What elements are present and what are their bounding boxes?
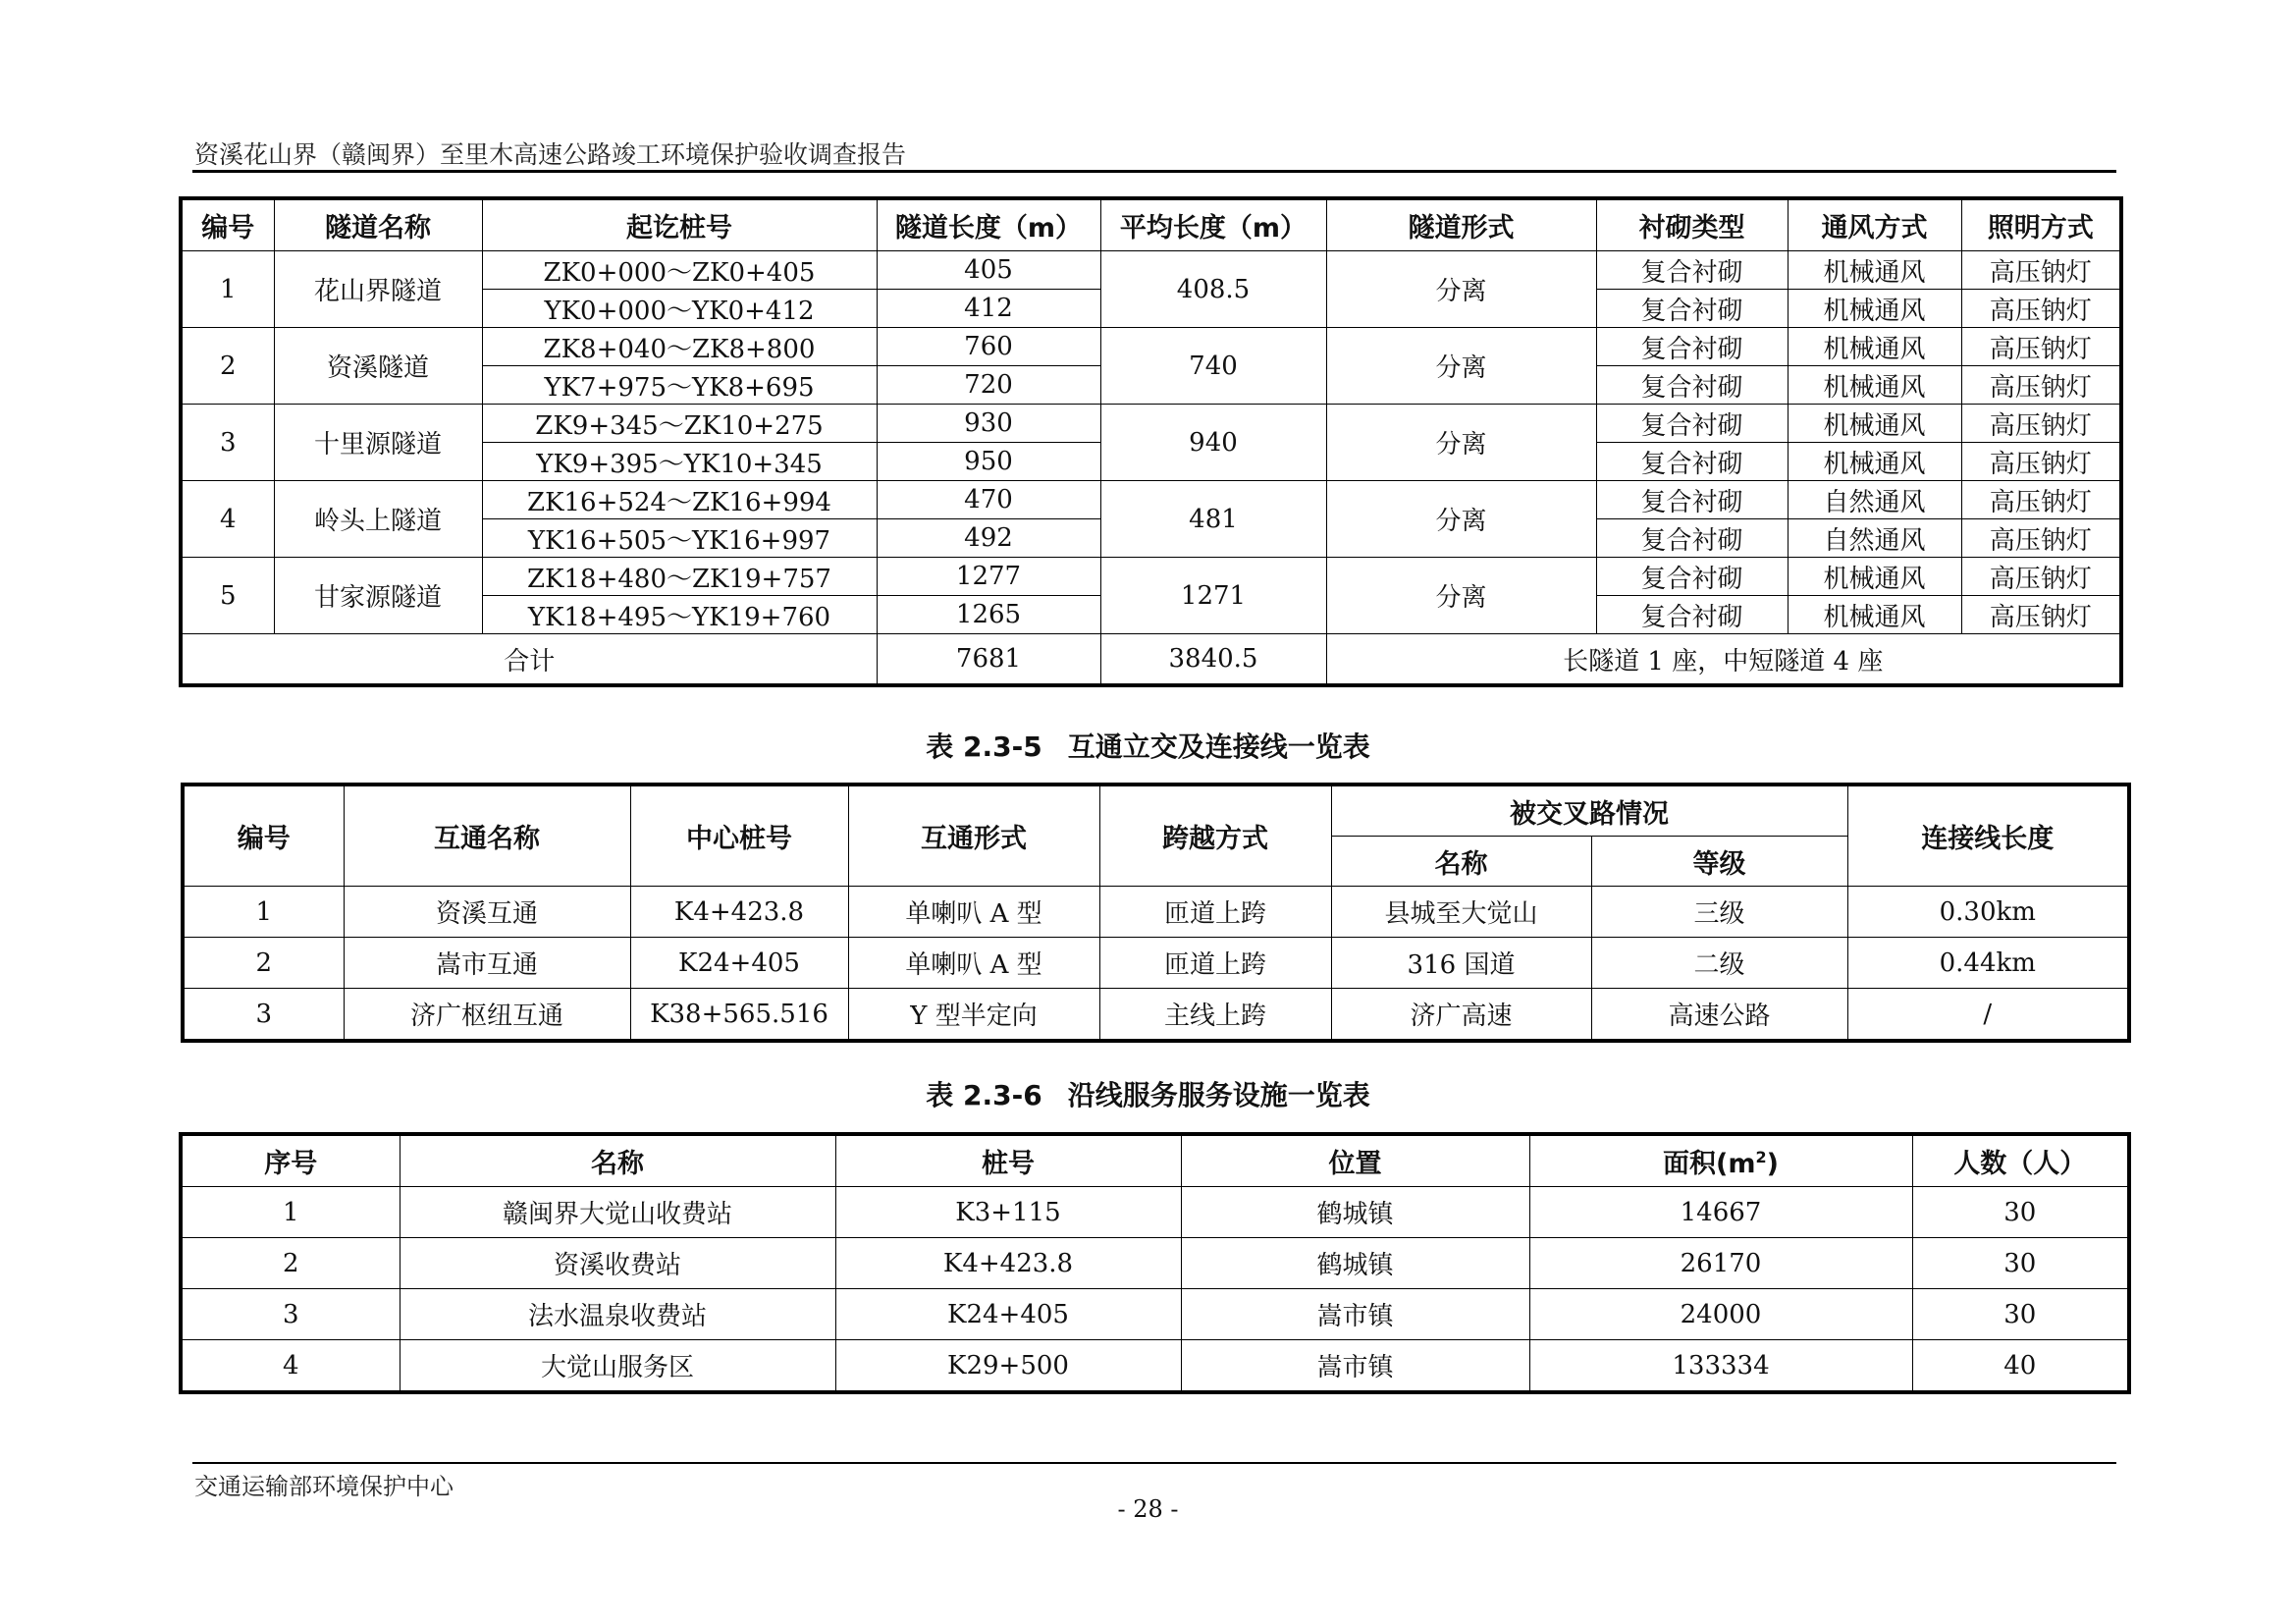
average-length: 1271 — [1100, 558, 1326, 634]
col-header-people: 人数（人） — [1912, 1134, 2129, 1187]
stake-range: YK16+505～YK16+997 — [482, 519, 877, 558]
col-header-road-grade: 等级 — [1591, 837, 1847, 887]
table-row — [183, 989, 2129, 1042]
tunnel-length: 760 — [877, 328, 1100, 366]
serial-no: 1 — [181, 1187, 400, 1238]
road-name: 县城至大觉山 — [1331, 887, 1591, 938]
col-header-link-length: 连接线长度 — [1847, 785, 2129, 887]
link-length: 0.30km — [1847, 887, 2129, 938]
col-header-crossing-method: 跨越方式 — [1099, 785, 1331, 887]
col-header-no: 编号 — [183, 785, 344, 887]
people: 40 — [1912, 1340, 2129, 1393]
tunnel-length: 720 — [877, 366, 1100, 405]
people: 30 — [1912, 1238, 2129, 1289]
report-header-title: 资溪花山界（赣闽界）至里木高速公路竣工环境保护验收调查报告 — [194, 140, 907, 169]
tunnel-length: 470 — [877, 481, 1100, 519]
col-header-lighting: 照明方式 — [1961, 198, 2121, 251]
center-stake: K4+423.8 — [630, 887, 848, 938]
road-grade: 三级 — [1591, 887, 1847, 938]
ventilation: 机械通风 — [1788, 596, 1961, 634]
col-header-area: 面积$(m^2)$ — [1529, 1134, 1912, 1187]
ventilation: 机械通风 — [1788, 251, 1961, 290]
total-average-length: 3840.5 — [1100, 634, 1326, 686]
col-header-road-name: 名称 — [1331, 837, 1591, 887]
lighting: 高压钠灯 — [1961, 519, 2121, 558]
total-length: 7681 — [877, 634, 1100, 686]
interchange-table-caption — [0, 726, 2296, 765]
total-note: 长隧道 1 座，中短隧道 4 座 — [1326, 634, 2121, 686]
location: 嵩市镇 — [1181, 1289, 1529, 1340]
tunnel-name: 岭头上隧道 — [274, 481, 482, 558]
ventilation: 机械通风 — [1788, 405, 1961, 443]
lighting: 高压钠灯 — [1961, 290, 2121, 328]
service-facility-table — [179, 1132, 2131, 1394]
average-length: 408.5 — [1100, 251, 1326, 328]
tunnel-name: 花山界隧道 — [274, 251, 482, 328]
tunnel-name: 甘家源隧道 — [274, 558, 482, 634]
average-length: 740 — [1100, 328, 1326, 405]
table-row — [183, 887, 2129, 938]
stake-range: YK0+000～YK0+412 — [482, 290, 877, 328]
lining-type: 复合衬砌 — [1596, 328, 1788, 366]
road-name: 济广高速 — [1331, 989, 1591, 1042]
interchange-no: 1 — [183, 887, 344, 938]
footer-organization: 交通运输部环境保护中心 — [194, 1473, 454, 1500]
lighting: 高压钠灯 — [1961, 558, 2121, 596]
crossing-method: 匝道上跨 — [1099, 938, 1331, 989]
caption-number: 表 2.3-6 — [926, 1079, 1042, 1111]
ventilation: 自然通风 — [1788, 481, 1961, 519]
table-row — [181, 481, 2121, 519]
header-rule — [192, 170, 2116, 173]
table-row — [181, 328, 2121, 366]
stake-range: YK7+975～YK8+695 — [482, 366, 877, 405]
location: 鹤城镇 — [1181, 1238, 1529, 1289]
tunnel-no: 5 — [181, 558, 274, 634]
link-length: 0.44km — [1847, 938, 2129, 989]
lining-type: 复合衬砌 — [1596, 519, 1788, 558]
table-row — [181, 1340, 2129, 1393]
tunnel-form: 分离 — [1326, 328, 1596, 405]
facility-name: 大觉山服务区 — [400, 1340, 835, 1393]
stake-range: ZK18+480～ZK19+757 — [482, 558, 877, 596]
table-row — [181, 251, 2121, 290]
link-length: / — [1847, 989, 2129, 1042]
col-header-center-stake: 中心桩号 — [630, 785, 848, 887]
col-header-location: 位置 — [1181, 1134, 1529, 1187]
interchange-table — [181, 783, 2131, 1043]
lighting: 高压钠灯 — [1961, 366, 2121, 405]
interchange-header-row — [183, 785, 2129, 837]
lining-type: 复合衬砌 — [1596, 596, 1788, 634]
interchange-name: 资溪互通 — [344, 887, 630, 938]
lighting: 高压钠灯 — [1961, 328, 2121, 366]
ventilation: 机械通风 — [1788, 328, 1961, 366]
location: 鹤城镇 — [1181, 1187, 1529, 1238]
ventilation: 机械通风 — [1788, 290, 1961, 328]
lighting: 高压钠灯 — [1961, 251, 2121, 290]
tunnel-table-header-row — [181, 198, 2121, 251]
lighting: 高压钠灯 — [1961, 405, 2121, 443]
stake-range: ZK8+040～ZK8+800 — [482, 328, 877, 366]
serial-no: 3 — [181, 1289, 400, 1340]
tunnel-length: 950 — [877, 443, 1100, 481]
stake-range: YK9+395～YK10+345 — [482, 443, 877, 481]
tunnel-length: 1265 — [877, 596, 1100, 634]
tunnel-length: 930 — [877, 405, 1100, 443]
area: 26170 — [1529, 1238, 1912, 1289]
lining-type: 复合衬砌 — [1596, 443, 1788, 481]
interchange-no: 2 — [183, 938, 344, 989]
tunnel-length: 492 — [877, 519, 1100, 558]
table-row — [181, 1289, 2129, 1340]
ventilation: 自然通风 — [1788, 519, 1961, 558]
serial-no: 4 — [181, 1340, 400, 1393]
interchange-form: 单喇叭 A 型 — [848, 887, 1099, 938]
col-header-tunnel-form: 隧道形式 — [1326, 198, 1596, 251]
ventilation: 机械通风 — [1788, 366, 1961, 405]
page-number: - 28 - — [1117, 1495, 1179, 1523]
interchange-form: Y 型半定向 — [848, 989, 1099, 1042]
table-row — [181, 405, 2121, 443]
col-header-tunnel-length: 隧道长度（m） — [877, 198, 1100, 251]
table-row — [181, 1238, 2129, 1289]
facility-name: 赣闽界大觉山收费站 — [400, 1187, 835, 1238]
lighting: 高压钠灯 — [1961, 481, 2121, 519]
col-header-average-length: 平均长度（m） — [1100, 198, 1326, 251]
col-header-serial-no: 序号 — [181, 1134, 400, 1187]
col-header-ventilation: 通风方式 — [1788, 198, 1961, 251]
area: 14667 — [1529, 1187, 1912, 1238]
serial-no: 2 — [181, 1238, 400, 1289]
people: 30 — [1912, 1187, 2129, 1238]
caption-number: 表 2.3-5 — [926, 731, 1042, 763]
tunnel-no: 2 — [181, 328, 274, 405]
col-header-facility-name: 名称 — [400, 1134, 835, 1187]
lining-type: 复合衬砌 — [1596, 251, 1788, 290]
center-stake: K24+405 — [630, 938, 848, 989]
average-length: 481 — [1100, 481, 1326, 558]
tunnel-length: 412 — [877, 290, 1100, 328]
caption-title: 沿线服务服务设施一览表 — [1067, 1079, 1370, 1111]
crossing-method: 匝道上跨 — [1099, 887, 1331, 938]
service-header-row — [181, 1134, 2129, 1187]
col-header-stake: 桩号 — [835, 1134, 1181, 1187]
tunnel-length: 405 — [877, 251, 1100, 290]
col-header-lining-type: 衬砌类型 — [1596, 198, 1788, 251]
tunnel-no: 1 — [181, 251, 274, 328]
tunnel-total-row — [181, 634, 2121, 686]
stake-range: YK18+495～YK19+760 — [482, 596, 877, 634]
col-header-stake-range: 起讫桩号 — [482, 198, 877, 251]
stake-range: ZK9+345～ZK10+275 — [482, 405, 877, 443]
ventilation: 机械通风 — [1788, 558, 1961, 596]
stake: K4+423.8 — [835, 1238, 1181, 1289]
tunnel-name: 资溪隧道 — [274, 328, 482, 405]
location: 嵩市镇 — [1181, 1340, 1529, 1393]
interchange-form: 单喇叭 A 型 — [848, 938, 1099, 989]
tunnel-form: 分离 — [1326, 558, 1596, 634]
interchange-name: 济广枢纽互通 — [344, 989, 630, 1042]
tunnel-form: 分离 — [1326, 251, 1596, 328]
table-row — [181, 1187, 2129, 1238]
stake: K29+500 — [835, 1340, 1181, 1393]
road-grade: 二级 — [1591, 938, 1847, 989]
lighting: 高压钠灯 — [1961, 596, 2121, 634]
footer-rule — [192, 1462, 2116, 1464]
crossing-method: 主线上跨 — [1099, 989, 1331, 1042]
average-length: 940 — [1100, 405, 1326, 481]
interchange-no: 3 — [183, 989, 344, 1042]
lighting: 高压钠灯 — [1961, 443, 2121, 481]
facility-name: 法水温泉收费站 — [400, 1289, 835, 1340]
lining-type: 复合衬砌 — [1596, 405, 1788, 443]
caption-title: 互通立交及连接线一览表 — [1067, 731, 1370, 763]
area: 24000 — [1529, 1289, 1912, 1340]
lining-type: 复合衬砌 — [1596, 366, 1788, 405]
interchange-name: 嵩市互通 — [344, 938, 630, 989]
tunnel-name: 十里源隧道 — [274, 405, 482, 481]
table-row — [183, 938, 2129, 989]
tunnel-form: 分离 — [1326, 405, 1596, 481]
col-header-interchange-name: 互通名称 — [344, 785, 630, 887]
col-header-crossed-road: 被交叉路情况 — [1331, 785, 1847, 837]
tunnel-form: 分离 — [1326, 481, 1596, 558]
tunnel-no: 4 — [181, 481, 274, 558]
road-name: 316 国道 — [1331, 938, 1591, 989]
stake: K24+405 — [835, 1289, 1181, 1340]
road-grade: 高速公路 — [1591, 989, 1847, 1042]
stake-range: ZK0+000～ZK0+405 — [482, 251, 877, 290]
tunnel-no: 3 — [181, 405, 274, 481]
tunnel-length: 1277 — [877, 558, 1100, 596]
total-label: 合计 — [181, 634, 877, 686]
center-stake: K38+565.516 — [630, 989, 848, 1042]
col-header-no: 编号 — [181, 198, 274, 251]
facility-name: 资溪收费站 — [400, 1238, 835, 1289]
service-table-caption — [0, 1074, 2296, 1113]
people: 30 — [1912, 1289, 2129, 1340]
tunnel-table — [179, 196, 2123, 687]
col-header-interchange-form: 互通形式 — [848, 785, 1099, 887]
lining-type: 复合衬砌 — [1596, 481, 1788, 519]
col-header-tunnel-name: 隧道名称 — [274, 198, 482, 251]
lining-type: 复合衬砌 — [1596, 290, 1788, 328]
stake-range: ZK16+524～ZK16+994 — [482, 481, 877, 519]
stake: K3+115 — [835, 1187, 1181, 1238]
table-row — [181, 558, 2121, 596]
lining-type: 复合衬砌 — [1596, 558, 1788, 596]
area: 133334 — [1529, 1340, 1912, 1393]
ventilation: 机械通风 — [1788, 443, 1961, 481]
